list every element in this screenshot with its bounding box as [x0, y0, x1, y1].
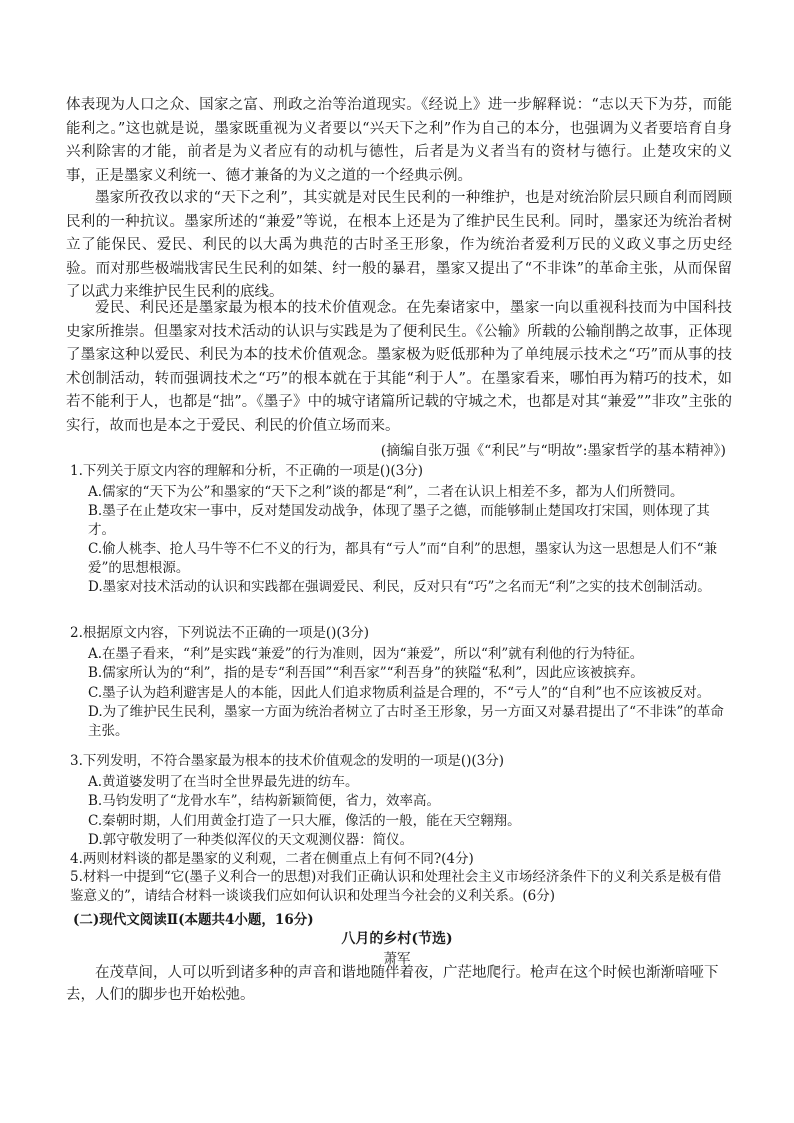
option-d: D.墨家对技术活动的认识和实践都在强调爱民、利民，反对只有“巧”之名而无“利”之实的技术创制活动。 [88, 579, 711, 595]
question-stem: 5.材料一中提到“它(墨子义利合一的思想)对我们正确认识和处理社会主义市场经济条件下的义利关系是极有借鉴意义的”，请结合材料一谈谈我们应如何认识和处理当今社会的义利关系。(6分) [70, 869, 722, 904]
question-stem: 3.下列发明，不符合墨家最为根本的技术价值观念的发明的一项是()(3分) [70, 753, 505, 769]
passage-paragraph-3: 爱民、利民还是墨家最为根本的技术价值观念。在先秦诸家中，墨家一向以重视科技而为中国科技史家所推崇。但墨家对技术活动的认识与实践是为了便利民生。《公输》所载的公输削鹊之故事，正体现了墨家这种以爱民、利民为本的技术价值观念。墨家极为贬低那种为了单纯展示技术之“巧”而从事的技术创制活动，转而强调技术之“巧”的根本就在于其能“利于人”。在墨家看来，哪怕再为精巧的技术，如若不能利于人，也都是“拙”。《墨子》中的城守诸篇所记载的守城之术，也都是对其“兼爱””非攻”主张的实行，故而也是本之于爱民、利民的价值立场而来。 [66, 300, 732, 434]
article-paragraph-1: 在茂草间，人可以听到诸多种的声音和谐地随伴着夜，广茫地爬行。枪声在这个时候也渐渐喑哑下去，人们的脚步也开始松弛。 [66, 965, 719, 1003]
option-d: D.郭守敬发明了一种类似浑仪的天文观测仪器：简仪。 [88, 832, 414, 848]
question-5 [70, 868, 730, 907]
article-author: 萧军 [383, 951, 411, 967]
question-2 [70, 624, 730, 741]
question-stem: 2.根据原文内容，下列说法不正确的一项是()(3分) [70, 625, 370, 641]
passage-paragraph-1: 体表现为人口之众、国家之富、刑政之治等治道现实。《经说上》进一步解释说：“志以天下为芬，而能能利之。”这也就是说，墨家既重视为义者要以“兴天下之利”作为自己的本分，也强调为义者要培育自身兴利除害的才能，前者是为义者应有的动机与德性，后者是为义者当有的资材与德行。止楚攻宋的义事，正是墨家义利统一、德才兼备的为义之道的一个经典示例。 [66, 97, 732, 184]
passage-source: (摘编自张万强《“利民”与“明故”:墨家哲学的基本精神》) [380, 443, 726, 459]
option-a: A.黄道婆发明了在当时全世界最先进的纺车。 [88, 773, 359, 790]
option-d: D.为了维护民生民利，墨家一方面为统治者树立了古时圣王形象，另一方面又对暴君提出了“不非诛”的革命主张。 [88, 704, 724, 739]
option-b: B.马钧发明了“龙骨水车”，结构新颖简便，省力，效率高。 [88, 793, 441, 809]
option-c: C.偷人桃李、抢人马牛等不仁不义的行为，都具有“亏人”而“自利”的思想，墨家认为这一思想是人们不“兼爱”的思想根源。 [88, 541, 718, 576]
question-1 [70, 462, 730, 598]
option-c: C.墨子认为趋利避害是人的本能，因此人们追求物质利益是合理的，不“亏人”的“自利”也不应该被反对。 [88, 684, 711, 701]
passage-paragraph-2: 墨家所孜孜以求的“天下之利”，其实就是对民生民利的一种维护，也是对统治阶层只顾自利而罔顾民利的一种抗议。墨家所述的“兼爱”等说，在根本上还是为了维护民生民利。同时，墨家还为统治者树立了能保民、爱民、利民的以大禹为典范的古时圣王形象，作为统治者爱利万民的义政义事之历史经验。而对那些极端戕害民生民利的如桀、纣一般的暴君，墨家又提出了“不非诛”的革命主张，从而保留了以武力来维护民生民利的底线。 [66, 190, 732, 300]
question-3 [70, 752, 730, 851]
question-stem: 1.下列关于原文内容的理解和分析，不正确的一项是()(3分) [70, 463, 424, 479]
option-b: B.墨子在止楚攻宋一事中，反对楚国发动战争，体现了墨子之德，而能够制止楚国攻打宋国，则体现了其才。 [88, 503, 710, 538]
section-heading: (二)现代文阅读Ⅱ(本题共4小题，16分) [73, 912, 314, 928]
option-a: A.在墨子看来，“利”是实践“兼爱”的行为准则，因为“兼爱”，所以“利”就有利他的行为特征。 [88, 645, 644, 662]
option-a: A.儒家的“天下为公”和墨家的“天下之利”谈的都是“利”，二者在认识上相差不多，都为人们所赞同。 [88, 483, 684, 500]
question-stem: 4.两则材料谈的都是墨家的义利观，二者在侧重点上有何不同?(4分) [70, 851, 474, 867]
option-b: B.儒家所认为的“利”，指的是专“利吾国”“利吾家”“利吾身”的狭隘“私利”，因此应该被摈弃。 [88, 665, 644, 681]
option-c: C.秦朝时期，人们用黄金打造了一只大雁，像活的一般，能在天空翱翔。 [88, 812, 521, 829]
article-title: 八月的乡村(节选) [341, 931, 453, 947]
